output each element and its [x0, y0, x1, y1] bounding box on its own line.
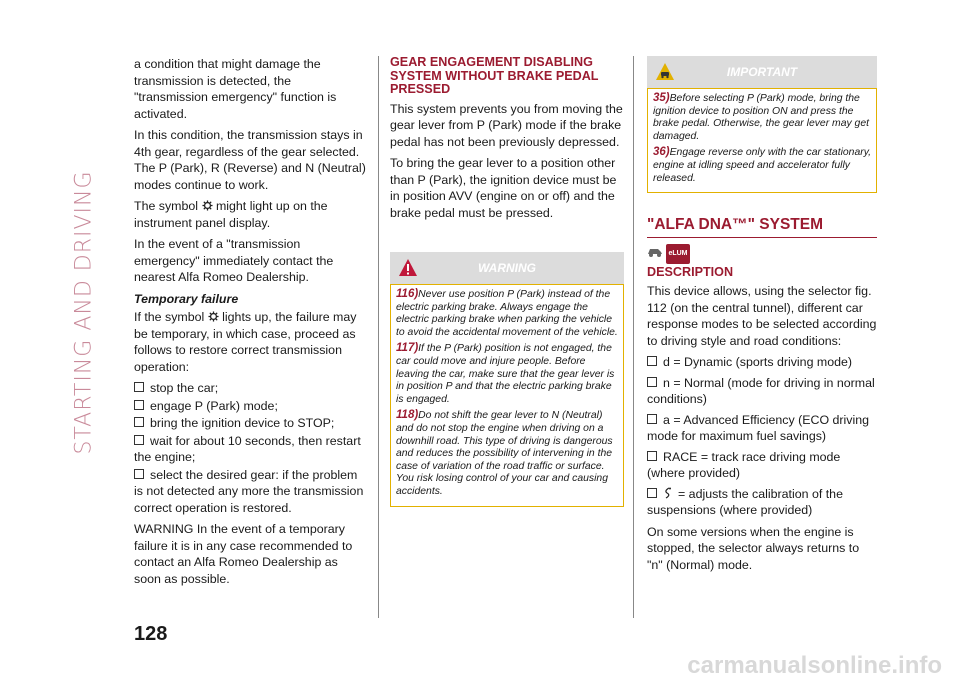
column-divider [378, 56, 379, 618]
watermark: carmanualsonline.info [687, 652, 942, 679]
checkbox-bullet-icon [134, 400, 144, 410]
paragraph: This device allows, using the selector fig. 112 (on the central tunnel), different car response modes to be selected according to driving style and road conditions: [647, 284, 877, 348]
section-heading: "ALFA DNA™" SYSTEM [647, 217, 877, 238]
transmission-warning-icon [208, 311, 219, 322]
warning-box [390, 284, 624, 507]
column-1 [134, 56, 366, 592]
car-alert-icon [655, 62, 675, 82]
page-number: 128 [134, 623, 168, 645]
paragraph: a condition that might damage the transmission is detected, the "transmission emergency" function is activated. [134, 57, 337, 121]
paragraph: In the event of a "transmission emergency" immediately contact the nearest Alfa Romeo Dealership. [134, 237, 334, 284]
column-3 [647, 56, 877, 578]
warning-item: 118)Do not shift the gear lever to N (Neutral) and do not stop the engine when driving on a downhill road. This type of driving is dangerous and reduces the possibility of intervening in the case of variation of the road traffic or surface. You risk losing control of your car and causing accidents. [396, 409, 613, 497]
subsection-heading: DESCRIPTION [647, 264, 734, 279]
list-item: RACE = track race driving mode (where provided) [647, 449, 841, 481]
important-item: 35)Before selecting P (Park) mode, bring the ignition device to position ON and press the brake pedal. Otherwise, the gear lever may get damaged. [653, 92, 870, 142]
paragraph: This system prevents you from moving the gear lever from P (Park) mode if the brake pedal has not been previously depressed. [390, 101, 623, 149]
warning-box-header [390, 252, 624, 284]
list-item: stop the car; [134, 380, 366, 397]
important-title: IMPORTANT [726, 65, 798, 79]
paragraph: On some versions when the engine is stopped, the selector always returns to "n" (Normal) mode. [647, 524, 860, 572]
section-heading: GEAR ENGAGEMENT DISABLING SYSTEM WITHOUT BRAKE PEDAL PRESSED [390, 55, 599, 96]
checkbox-bullet-icon [647, 488, 657, 498]
list-item: wait for about 10 seconds, then restart the engine; [134, 433, 361, 464]
paragraph [134, 309, 366, 375]
list-item: n = Normal (mode for driving in normal conditions) [647, 375, 875, 407]
warning-item: 116)Never use position P (Park) instead of the electric parking brake. Always engage the electric parking brake when parking the vehicle to avoid the accidental movement of the vehicle. [396, 288, 618, 338]
warning-title: WARNING [478, 261, 536, 275]
paragraph: WARNING In the event of a temporary failure it is in any case recommended to contact an Alfa Romeo Dealership as soon as possible. [134, 522, 353, 586]
important-item: 36)Engage reverse only with the car stationary, engine at idling speed and accelerator fully released. [653, 146, 871, 184]
checkbox-bullet-icon [134, 382, 144, 392]
list-item: a = Advanced Efficiency (ECO driving mode for maximum fuel savings) [647, 412, 870, 444]
column-divider [633, 56, 634, 618]
subheading: Temporary failure [134, 291, 239, 306]
text-fragment: If the symbol [134, 310, 205, 324]
list-item: = adjusts the calibration of the suspensions (where provided) [647, 486, 843, 518]
list-item: engage P (Park) mode; [134, 398, 366, 415]
transmission-warning-icon [202, 200, 213, 211]
list-item: select the desired gear: if the problem is not detected any more the transmission correct operation is restored. [134, 467, 364, 515]
paragraph: To bring the gear lever to a position other than P (Park), the ignition device must be in position AVV (engine on or off) and the brake pedal must be pressed. [390, 156, 617, 220]
column-2 [390, 56, 624, 507]
checkbox-bullet-icon [647, 414, 657, 424]
list-item: bring the ignition device to STOP; [134, 415, 366, 432]
text-fragment: lights up, the failure may be temporary, in which case, proceed as follows to restore correct transmission operation: [134, 310, 357, 374]
checkbox-bullet-icon [647, 356, 657, 366]
text-fragment: might light up on the instrument panel display. [134, 199, 328, 230]
list-item: d = Dynamic (sports driving mode) [647, 354, 877, 371]
checkbox-bullet-icon [647, 377, 657, 387]
icon-row [647, 244, 877, 260]
important-box [647, 88, 877, 193]
checkbox-bullet-icon [647, 451, 657, 461]
suspension-icon [663, 487, 675, 499]
section-side-title: STARTING AND DRIVING [71, 170, 97, 455]
paragraph: In this condition, the transmission stays in 4th gear, regardless of the gear selected. The P (Park), R (Reverse) and N (Neutral) modes continue to work. [134, 128, 366, 192]
checkbox-bullet-icon [134, 435, 144, 445]
elum-badge: eLUM [666, 244, 689, 265]
car-icon [647, 244, 663, 258]
checkbox-bullet-icon [134, 417, 144, 427]
checkbox-bullet-icon [134, 469, 144, 479]
warning-item: 117)If the P (Park) position is not engaged, the car could move and injure people. Before leaving the car, make sure that the gear lever is in position P and that the electric parking brake is engaged. [396, 342, 615, 405]
text-fragment: The symbol [134, 199, 199, 213]
important-box-header [647, 56, 877, 88]
paragraph [134, 198, 366, 231]
warning-triangle-icon [398, 258, 418, 278]
